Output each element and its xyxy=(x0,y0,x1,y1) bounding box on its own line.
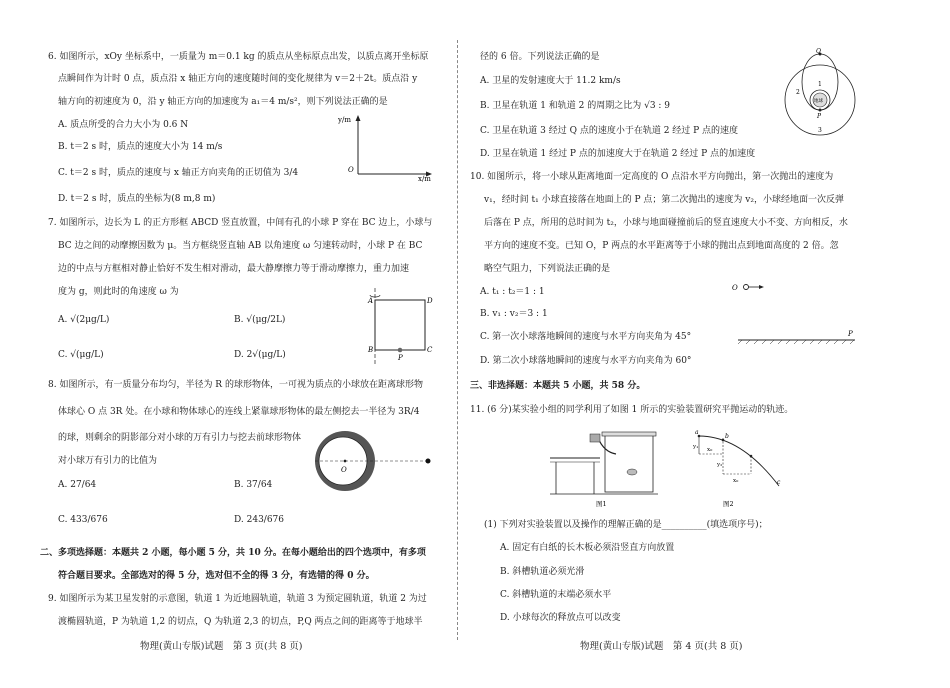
q11-sub1: (1) 下列对实验装置以及操作的理解正确的是__________(填选项序号)； xyxy=(484,520,768,530)
q11-fig2-c: c xyxy=(777,479,781,486)
q10-line1: 10. 如图所示，将一小球从距离地面一定高度的 O 点沿水平方向抛出，第一次抛出的速度为 xyxy=(470,172,834,182)
page-footer-right: 物理(黄山专版)试题 第 4 页(共 8 页) xyxy=(580,641,743,652)
q8-option-d: D. 243/676 xyxy=(234,515,285,525)
q9-option-b: B. 卫星在轨道 1 和轨道 2 的周期之比为 √3 : 9 xyxy=(480,101,671,111)
q6-fig-y-label: y/m xyxy=(338,116,351,124)
q10-line2: v₁，经时间 t₁ 小球直接落在地面上的 P 点；第二次抛出的速度为 v₂，小球经地面一次反弹 xyxy=(484,195,844,205)
q6-line3: 轴方向的初速度为 0，沿 y 轴正方向的加速度为 a₁＝4 m/s²，则下列说法正确的是 xyxy=(58,97,388,107)
q9-line2: 渡椭圆轨道，P 为轨道 1,2 的切点，Q 为轨道 2,3 的切点，P,Q 两点之间的距离等于地球半 xyxy=(58,617,423,627)
q7-fig-c: C xyxy=(427,346,433,354)
q7-fig-a: A xyxy=(368,297,374,305)
q9-fig-orbit2: 2 xyxy=(796,89,800,96)
q8-option-c: C. 433/676 xyxy=(58,515,108,525)
q10-fig-o: O xyxy=(732,284,738,292)
q9-fig-p: P xyxy=(817,113,822,120)
q6-option-d: D. t＝2 s 时，质点的坐标为(8 m,8 m) xyxy=(58,194,216,204)
q9-fig-earth: 地球 xyxy=(814,99,823,104)
q7-option-a: A. √(2μg/L) xyxy=(58,315,110,325)
q8-line2: 体球心 O 点 3R 处。在小球和物体球心的连线上紧靠球形物体的最左侧挖去一半径为 3R/4 xyxy=(58,407,420,417)
q10-option-b: B. v₁ : v₂＝3 : 1 xyxy=(480,309,548,319)
q6-option-b: B. t＝2 s 时，质点的速度大小为 14 m/s xyxy=(58,142,223,152)
q7-option-c: C. √(μg/L) xyxy=(58,350,104,360)
q10-fig-p: P xyxy=(848,330,853,338)
q11-fig2-x0b: x₀ xyxy=(733,478,739,484)
q8-sphere-figure xyxy=(315,428,440,494)
q11-fig2-caption: 图2 xyxy=(723,500,734,508)
q9-option-c: C. 卫星在轨道 3 经过 Q 点的速度小于在轨道 2 经过 P 点的速度 xyxy=(480,126,739,136)
q10-projectile-figure xyxy=(730,278,860,348)
q9-fig-orbit1: 1 xyxy=(818,81,822,88)
q6-option-a: A. 质点所受的合力大小为 0.6 N xyxy=(58,120,189,130)
q10-option-c: C. 第一次小球落地瞬间的速度与水平方向夹角为 45° xyxy=(480,332,692,342)
q9-line1: 9. 如图所示为某卫星发射的示意图，轨道 1 为近地圆轨道，轨道 3 为预定圆轨道，轨道 2 为过 xyxy=(48,594,427,604)
section2-line2: 符合题目要求。全部选对的得 5 分，选对但不全的得 3 分，有选错的得 0 分。 xyxy=(58,571,375,581)
q8-line3: 的球，则剩余的阴影部分对小球的万有引力与挖去前球形物体 xyxy=(58,433,302,443)
q10-line4: 平方向的速度不变。已知 O，P 两点的水平距离等于小球的抛出点到地面高度的 2 倍。忽 xyxy=(484,241,839,251)
q8-option-a: A. 27/64 xyxy=(58,480,97,490)
q6-line2: 点瞬间作为计时 0 点，质点沿 x 轴正方向的速度随时间的变化规律为 v＝2＋2t。质点沿 y xyxy=(58,74,418,84)
q6-axes-figure xyxy=(338,112,438,182)
q6-fig-x-label: x/m xyxy=(418,175,431,183)
q11-fig2-x0a: x₀ xyxy=(707,447,713,453)
q6-line1: 6. 如图所示，xOy 坐标系中，一质量为 m＝0.1 kg 的质点从坐标原点出发，以质点离开坐标原 xyxy=(48,52,429,62)
q10-line5: 略空气阻力，下列说法正确的是 xyxy=(484,264,611,274)
q7-fig-b: B xyxy=(368,346,374,354)
q11-option-b: B. 斜槽轨道必须光滑 xyxy=(500,567,585,577)
q11-trajectory-figure xyxy=(695,428,790,510)
q11-fig2-y2: y₂ xyxy=(717,462,723,468)
q7-fig-d: D xyxy=(427,297,433,305)
q11-fig2-a: a xyxy=(695,429,699,436)
q11-fig1-caption: 图1 xyxy=(596,500,607,508)
q9-fig-q: Q xyxy=(816,48,821,55)
q6-option-c: C. t＝2 s 时，质点的速度与 x 轴正方向夹角的正切值为 3/4 xyxy=(58,168,299,178)
q11-fig2-b: b xyxy=(725,433,729,440)
page-footer-left: 物理(黄山专版)试题 第 3 页(共 8 页) xyxy=(140,641,303,652)
q9-cont-line1: 径的 6 倍。下列说法正确的是 xyxy=(480,52,600,62)
q7-line2: BC 边之间的动摩擦因数为 μ。当方框绕竖直轴 AB 以角速度 ω 匀速转动时，小球 P 在 BC xyxy=(58,241,423,251)
q7-line4: 度为 g，则此时的角速度 ω 为 xyxy=(58,287,179,297)
q7-option-d: D. 2√(μg/L) xyxy=(234,350,286,360)
q8-line4: 对小球万有引力的比值为 xyxy=(58,456,158,466)
q8-line1: 8. 如图所示，有一质量分布均匀，半径为 R 的球形物体，一可视为质点的小球放在距离球形物 xyxy=(48,380,423,390)
q8-fig-o: O xyxy=(341,466,347,474)
section3-heading: 三、非选择题：本题共 5 小题，共 58 分。 xyxy=(470,381,646,391)
q9-fig-orbit3: 3 xyxy=(818,127,822,134)
q10-option-d: D. 第二次小球落地瞬间的速度与水平方向夹角为 60° xyxy=(480,356,692,366)
q6-fig-origin: O xyxy=(348,166,354,174)
q7-square-frame-figure xyxy=(365,286,440,366)
q10-option-a: A. t₁ : t₂＝1 : 1 xyxy=(480,287,545,297)
column-divider xyxy=(457,40,458,640)
q11-apparatus-figure xyxy=(550,428,660,510)
section2-line1: 二、多项选择题：本题共 2 小题，每小题 5 分，共 10 分。在每小题给出的四个选项中，有多项 xyxy=(40,548,426,558)
q9-option-a: A. 卫星的发射速度大于 11.2 km/s xyxy=(480,76,621,86)
q7-line3: 边的中点与方框相对静止恰好不发生相对滑动，最大静摩擦力等于滑动摩擦力，重力加速 xyxy=(58,264,410,274)
q10-line3: 后落在 P 点，所用的总时间为 t₂，小球与地面碰撞前后的竖直速度大小不变、方向相反，水 xyxy=(484,218,848,228)
q7-fig-p: P xyxy=(398,354,403,362)
q11-option-c: C. 斜槽轨道的末端必须水平 xyxy=(500,590,612,600)
q9-orbit-figure xyxy=(780,50,870,135)
q9-option-d: D. 卫星在轨道 1 经过 P 点的加速度大于在轨道 2 经过 P 点的加速度 xyxy=(480,149,756,159)
q8-option-b: B. 37/64 xyxy=(234,480,273,490)
q7-line1: 7. 如图所示，边长为 L 的正方形框 ABCD 竖直放置，中间有孔的小球 P 穿在 BC 边上，小球与 xyxy=(48,218,433,228)
q7-option-b: B. √(μg/2L) xyxy=(234,315,286,325)
q11-line1: 11. (6 分)某实验小组的同学利用了如图 1 所示的实验装置研究平抛运动的轨迹。 xyxy=(470,405,794,415)
q11-fig2-y1: y₁ xyxy=(693,444,699,450)
q11-option-a: A. 固定有白纸的长木板必须沿竖直方向放置 xyxy=(500,543,675,553)
q11-option-d: D. 小球每次的释放点可以改变 xyxy=(500,613,621,623)
